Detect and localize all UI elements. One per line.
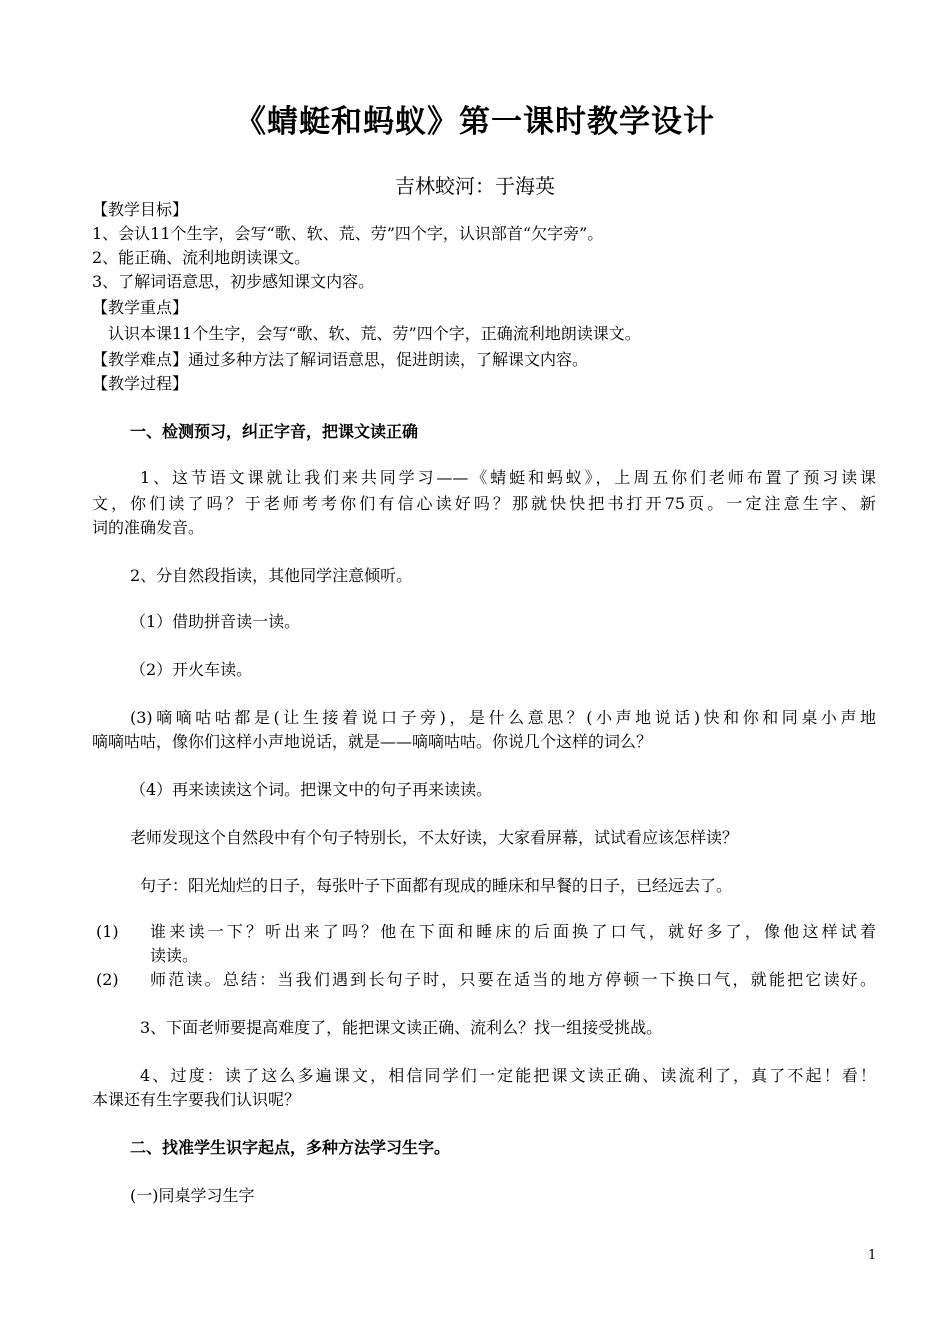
- section1-p3: 老师发现这个自然段中有个句子特别长，不太好读，大家看屏幕，试试看应该怎样读？: [130, 828, 739, 847]
- key-points-text: 认识本课11个生字，会写“歌、软、荒、劳”四个字，正确流利地朗读课文。: [108, 324, 641, 343]
- section1-step-3-line2: 嘀嘀咕咕，像你们这样小声地说话，就是——嘀嘀咕咕。你说几个这样的词么？: [92, 732, 653, 751]
- key-points-heading: 【教学重点】: [92, 298, 189, 317]
- section1-step-2: （2）开火车读。: [130, 660, 253, 679]
- section1-p5-line1: 4、过度：读了这么多遍课文，相信同学们一定能把课文读正确、读流利了，真了不起！看！: [140, 1066, 876, 1085]
- process-heading: 【教学过程】: [92, 374, 189, 393]
- section1-step-1: （1）借助拼音读一读。: [130, 612, 301, 631]
- difficulty-line: [92, 348, 588, 372]
- page-title: 《蜻蜓和蚂蚁》第一课时教学设计: [235, 104, 715, 140]
- section1-p5-line2: 本课还有生字要我们认识呢？: [92, 1090, 301, 1109]
- section1-step-4: （4）再来读读这个词。把课文中的句子再来读读。: [130, 780, 493, 799]
- list-number-2: (2): [96, 970, 119, 989]
- list-item-1-line1: 谁来读一下？听出来了吗？他在下面和睡床的后面换了口气，就好多了，像他这样试着: [150, 922, 876, 941]
- difficulty-heading: 【教学难点】: [92, 350, 189, 369]
- section2-heading: 二、找准学生识字起点，多种方法学习生字。: [130, 1138, 451, 1157]
- list-number-1: (1): [96, 922, 119, 941]
- section1-step-3-line1: (3)嘀嘀咕咕都是(让生接着说口子旁)，是什么意思？(小声地说话)快和你和同桌小声地: [130, 708, 876, 727]
- goal-item-3: 3、了解词语意思，初步感知课文内容。: [92, 272, 375, 291]
- section2-sub1: (一)同桌学习生字: [130, 1186, 255, 1205]
- section1-p2: 2、分自然段指读，其他同学注意倾听。: [130, 566, 413, 585]
- section1-p1-line3: 词的准确发音。: [92, 518, 205, 537]
- page-number: 1: [868, 1248, 877, 1263]
- goals-heading: 【教学目标】: [92, 200, 189, 219]
- section1-p4: 3、下面老师要提高难度了，能把课文读正确、流利么？找一组接受挑战。: [140, 1018, 663, 1037]
- section1-p1-line1: 1、这节语文课就让我们来共同学习——《蜻蜓和蚂蚁》，上周五你们老师布置了预习读课: [140, 468, 876, 487]
- section1-p1-line2: 文，你们读了吗？于老师考考你们有信心读好吗？那就快快把书打开75页。一定注意生字、新: [92, 494, 876, 513]
- section1-heading: 一、检测预习，纠正字音，把课文读正确: [130, 422, 419, 441]
- author-line: 吉林蛟河：于海英: [395, 174, 555, 198]
- goal-item-2: 2、能正确、流利地朗读课文。: [92, 248, 311, 267]
- goal-item-1: 1、会认11个生字，会写“歌、软、荒、劳”四个字，认识部首“欠字旁”。: [92, 224, 604, 243]
- section1-sentence: 句子：阳光灿烂的日子，每张叶子下面都有现成的睡床和早餐的日子，已经远去了。: [140, 876, 733, 895]
- difficulty-text: 通过多种方法了解词语意思，促进朗读，了解课文内容。: [188, 350, 589, 369]
- list-item-2-line1: 师范读。总结：当我们遇到长句子时，只要在适当的地方停顿一下换口气，就能把它读好。: [150, 970, 876, 989]
- list-item-1-line2: 读读。: [150, 946, 199, 965]
